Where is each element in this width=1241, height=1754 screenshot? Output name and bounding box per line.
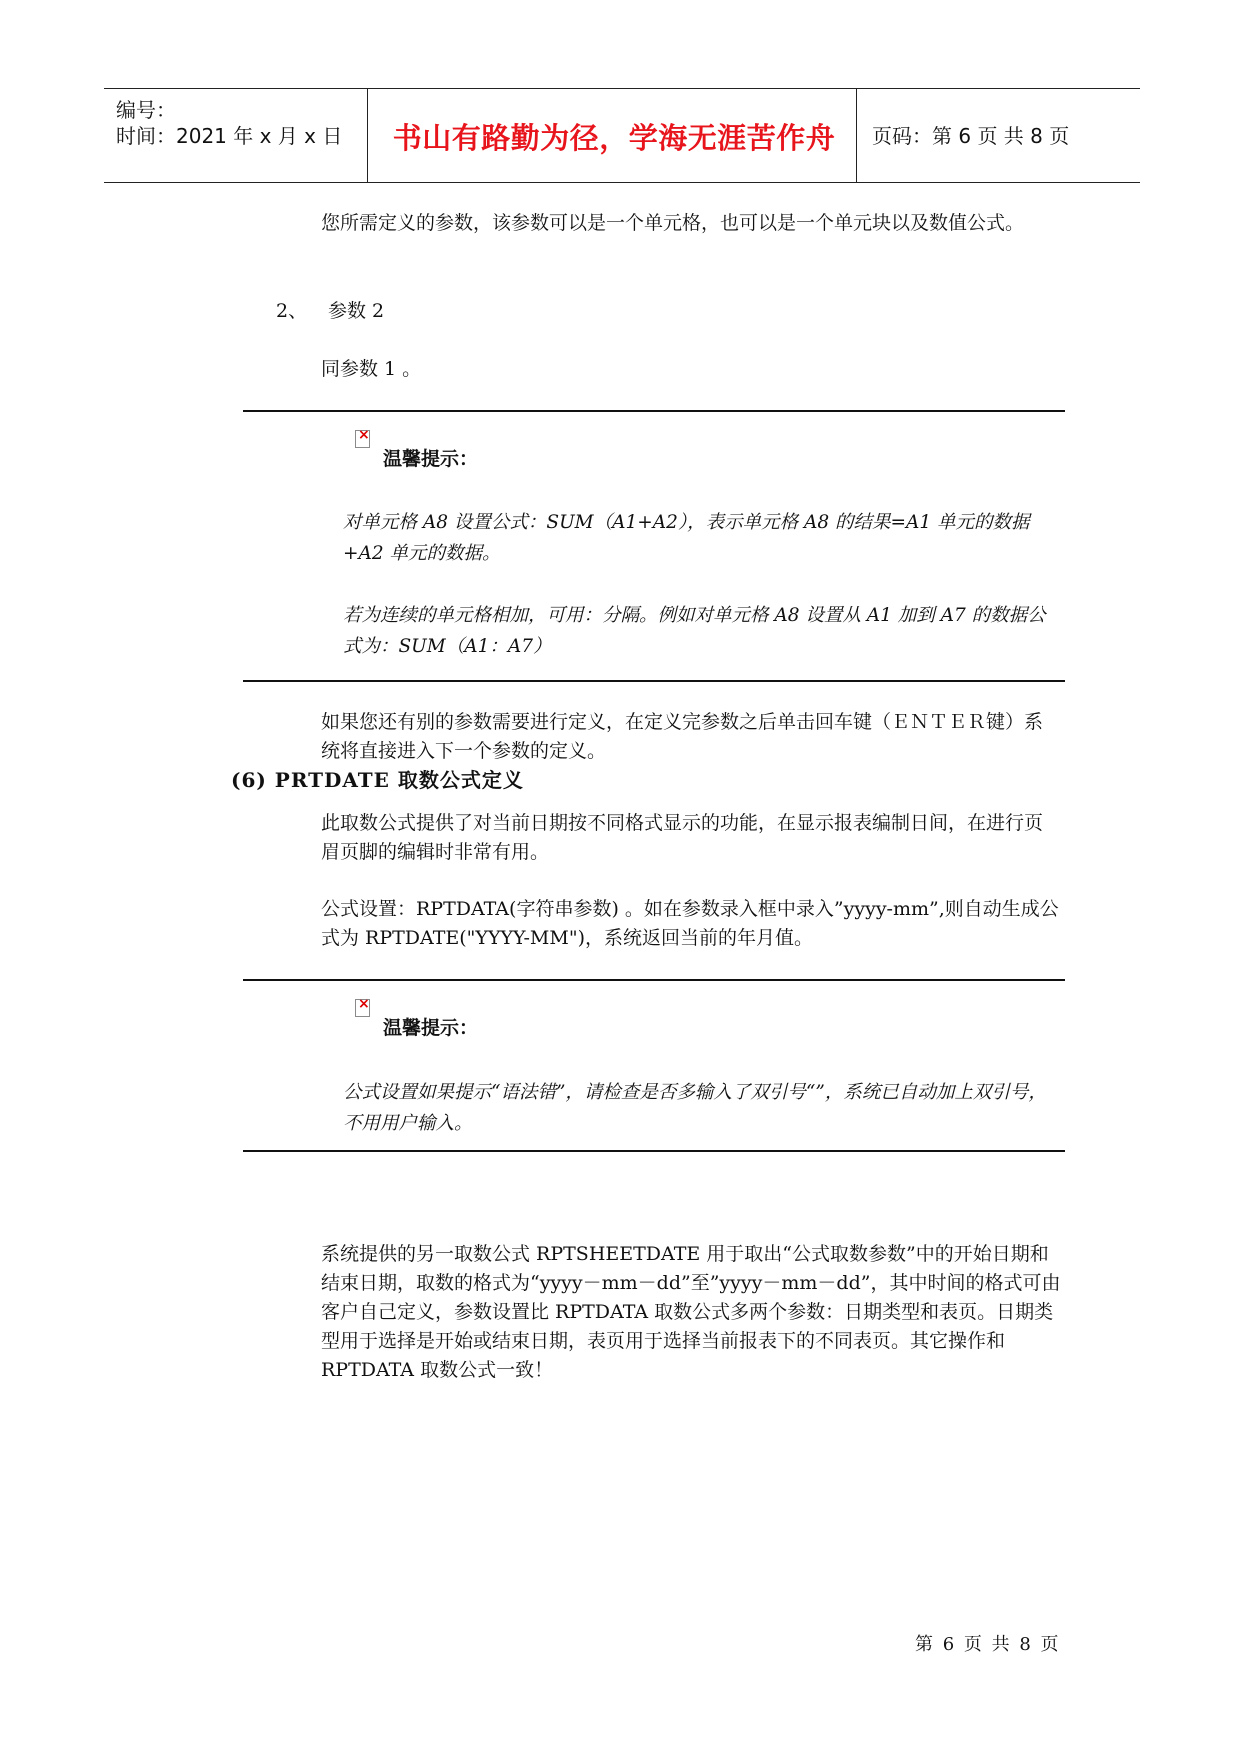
header-bottom-rule — [104, 182, 1140, 183]
param2-description: 同参数 1 。 — [321, 358, 422, 380]
page-footer: 第 6 页 共 8 页 — [915, 1634, 1061, 1655]
tip-text: 对单元格 A8 设置公式：SUM（A1+A2），表示单元格 A8 的结果=A1 单元的数据+A2 单元的数据。 — [343, 512, 1030, 564]
header-divider — [856, 88, 857, 183]
tip-top-rule — [243, 979, 1065, 981]
document-number-label: 编号： — [116, 98, 176, 122]
section-heading: (6) PRTDATE 取数公式定义 — [231, 768, 524, 792]
enter-key-paragraph: 如果您还有别的参数需要进行定义，在定义完参数之后单击回车键（ＥＮＴＥＲ键）系统将直接进入下一个参数的定义。 — [321, 711, 1044, 762]
tip-bottom-rule — [243, 680, 1065, 682]
tip-top-rule — [243, 410, 1065, 412]
tip-title: 温馨提示： — [383, 1017, 479, 1039]
tip-title: 温馨提示： — [383, 448, 479, 470]
tip-bottom-rule — [243, 1150, 1065, 1152]
list-item-label: 参数 2 — [328, 300, 385, 322]
formula-setting-paragraph: 公式设置：RPTDATA(字符串参数) 。如在参数录入框中录入”yyyy-mm”,则自动生成公式为 RPTDATE("YYYY-MM")，系统返回当前的年月值。 — [321, 898, 1059, 949]
param-description: 您所需定义的参数，该参数可以是一个单元格，也可以是一个单元块以及数值公式。 — [321, 212, 1025, 234]
prtdate-description: 此取数公式提供了对当前日期按不同格式显示的功能，在显示报表编制日间，在进行页眉页脚的编辑时非常有用。 — [321, 812, 1044, 863]
warning-icon — [355, 999, 370, 1017]
page-header — [104, 88, 1140, 184]
header-page-label: 页码：第 6 页 共 8 页 — [872, 124, 1070, 148]
header-top-rule — [104, 88, 1140, 89]
document-time-label: 时间：2021 年 x 月 x 日 — [116, 124, 343, 148]
header-motto: 书山有路勤为径，学海无涯苦作舟 — [392, 121, 836, 155]
tip-text: 公式设置如果提示“语法错”，请检查是否多输入了双引号“”，系统已自动加上双引号，不用用户输入。 — [343, 1082, 1047, 1134]
header-divider — [367, 88, 368, 183]
warning-icon — [355, 430, 370, 448]
tip-text: 若为连续的单元格相加，可用：分隔。例如对单元格 A8 设置从 A1 加到 A7 的数据公式为：SUM（A1：A7） — [343, 605, 1046, 657]
sheetdate-paragraph: 系统提供的另一取数公式 RPTSHEETDATE 用于取出“公式取数参数”中的开始日期和结束日期，取数的格式为“yyyy－mm－dd”至”yyyy－mm－dd”，其中时间的格式可由客户自己定义，参数设置比 RPTDATA 取数公式多两个参数：日期类型和表页。日期类型用于选择是开始或结束日期，表页用于选择当前报表下的不同表页。其它操作和 RPTDATA 取数公式一致！ — [321, 1243, 1061, 1381]
list-item-number: 2、 — [276, 300, 308, 322]
